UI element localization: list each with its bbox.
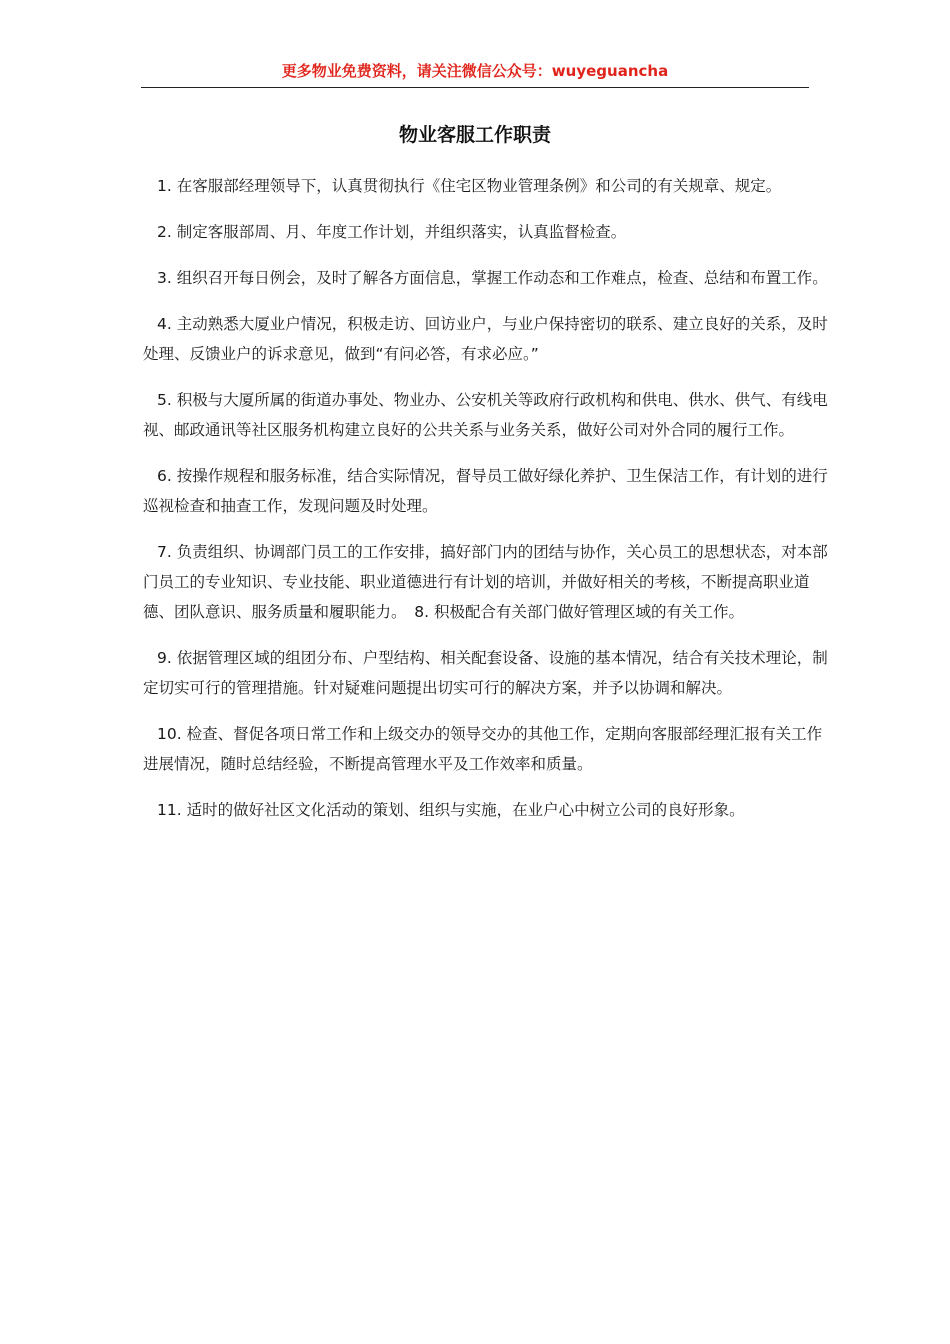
duty-paragraph-10: 10. 检查、督促各项日常工作和上级交办的领导交办的其他工作，定期向客服部经理汇报有关工作进展情况，随时总结经验，不断提高管理水平及工作效率和质量。 <box>143 725 823 773</box>
duty-paragraph-9: 9. 依据管理区域的组团分布、户型结构、相关配套设备、设施的基本情况，结合有关技术理论，制定切实可行的管理措施。针对疑难问题提出切实可行的解决方案，并予以协调和解决。 <box>143 649 828 697</box>
header-promo-note: 更多物业免费资料，请关注微信公众号：wuyeguancha <box>281 62 669 80</box>
duty-paragraph-2: 2. 制定客服部周、月、年度工作计划，并组织落实，认真监督检查。 <box>157 223 627 241</box>
duty-paragraph-1: 1. 在客服部经理领导下，认真贯彻执行《住宅区物业管理条例》和公司的有关规章、规定。 <box>157 177 782 195</box>
document-body <box>143 171 828 841</box>
document-title: 物业客服工作职责 <box>398 124 551 146</box>
duty-paragraph-5: 5. 积极与大厦所属的街道办事处、物业办、公安机关等政府行政机构和供电、供水、供气、有线电视、邮政通讯等社区服务机构建立良好的公共关系与业务关系，做好公司对外合同的履行工作。 <box>143 391 828 439</box>
duty-paragraph-3: 3. 组织召开每日例会，及时了解各方面信息，掌握工作动态和工作难点，检查、总结和布置工作。 <box>157 269 828 287</box>
duty-paragraph-7-8: 7. 负责组织、协调部门员工的工作安排，搞好部门内的团结与协作，关心员工的思想状态，对本部门员工的专业知识、专业技能、职业道德进行有计划的培训，并做好相关的考核，不断提高职业道德、团队意识、服务质量和履职能力。 8. 积极配合有关部门做好管理区域的有关工作。 <box>143 543 828 621</box>
duty-paragraph-6: 6. 按操作规程和服务标准，结合实际情况，督导员工做好绿化养护、卫生保洁工作，有计划的进行巡视检查和抽查工作，发现问题及时处理。 <box>143 467 828 515</box>
duty-paragraph-11: 11. 适时的做好社区文化活动的策划、组织与实施，在业户心中树立公司的良好形象。 <box>157 801 745 819</box>
header-divider <box>141 87 809 88</box>
duty-paragraph-4: 4. 主动熟悉大厦业户情况，积极走访、回访业户，与业户保持密切的联系、建立良好的关系，及时处理、反馈业户的诉求意见，做到“有问必答，有求必应。” <box>143 315 828 363</box>
